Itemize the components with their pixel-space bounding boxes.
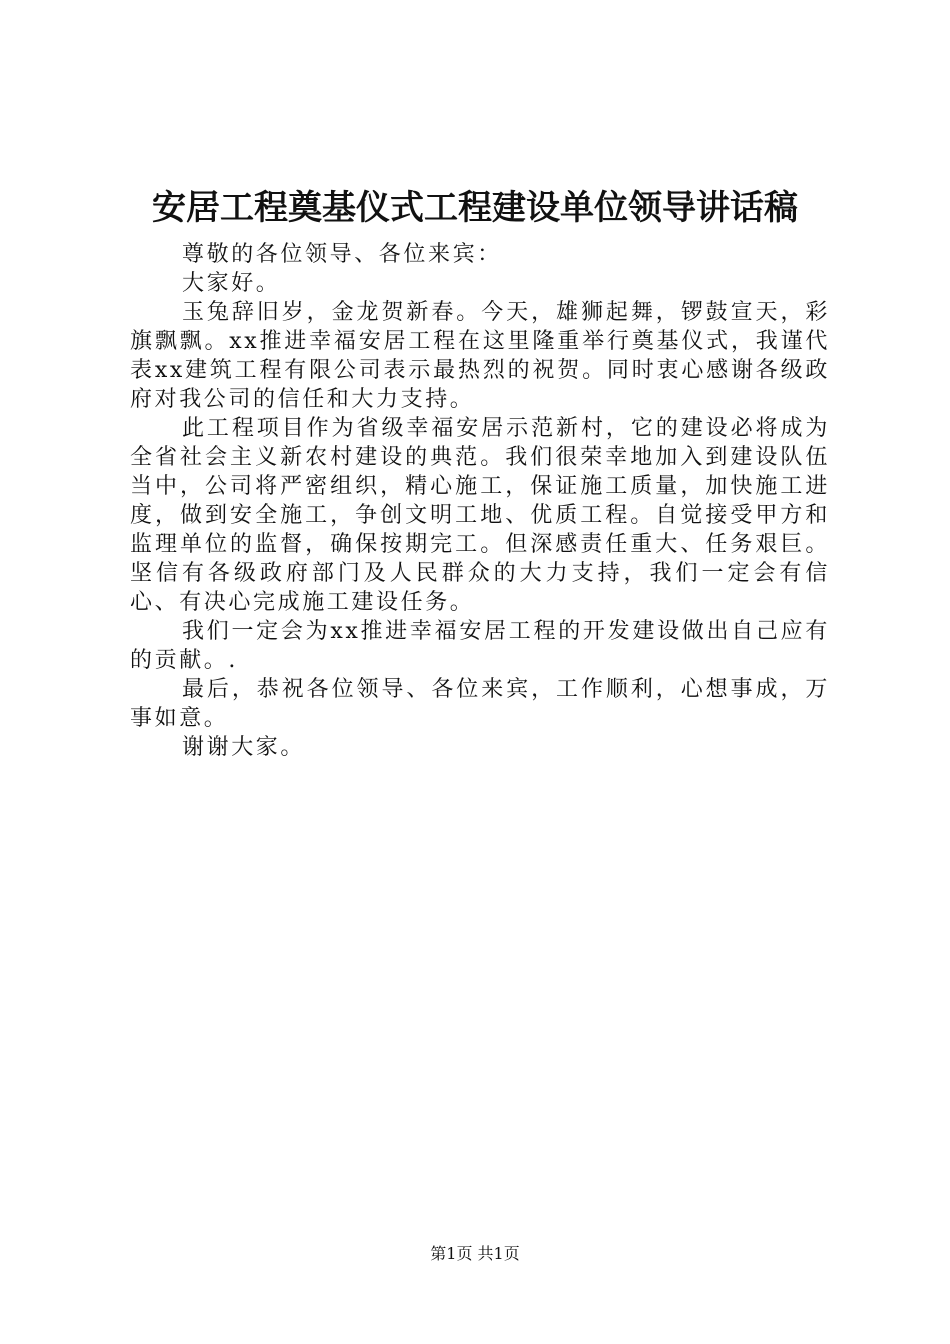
paragraph-salutation: 尊敬的各位领导、各位来宾：	[182, 242, 502, 267]
paragraph-thanks: 谢谢大家。	[182, 735, 306, 760]
document-title: 安居工程奠基仪式工程建设单位领导讲话稿	[152, 188, 798, 228]
paragraph-greeting: 大家好。	[182, 271, 281, 296]
document-body	[130, 240, 830, 762]
paragraph-project: 此工程项目作为省级幸福安居示范新村，它的建设必将成为全省社会主义新农村建设的典范。我们很荣幸地加入到建设队伍当中，公司将严密组织，精心施工，保证施工质量，加快施工进度，做到安全施工，争创文明工地、优质工程。自觉接受甲方和监理单位的监督，确保按期完工。但深感责任重大、任务艰巨。坚信有各级政府部门及人民群众的大力支持，我们一定会有信心、有决心完成施工建设任务。	[130, 416, 830, 615]
paragraph-opening: 玉兔辞旧岁，金龙贺新春。今天，雄狮起舞，锣鼓宣天，彩旗飘飘。xx推进幸福安居工程在这里隆重举行奠基仪式，我谨代表xx建筑工程有限公司表示最热烈的祝贺。同时衷心感谢各级政府对我公司的信任和大力支持。	[130, 300, 830, 412]
page-number-footer: 第1页 共1页	[430, 1244, 520, 1263]
paragraph-commitment: 我们一定会为xx推进幸福安居工程的开发建设做出自己应有的贡献。.	[130, 619, 830, 673]
paragraph-wishes: 最后，恭祝各位领导、各位来宾，工作顺利，心想事成，万事如意。	[130, 677, 830, 731]
